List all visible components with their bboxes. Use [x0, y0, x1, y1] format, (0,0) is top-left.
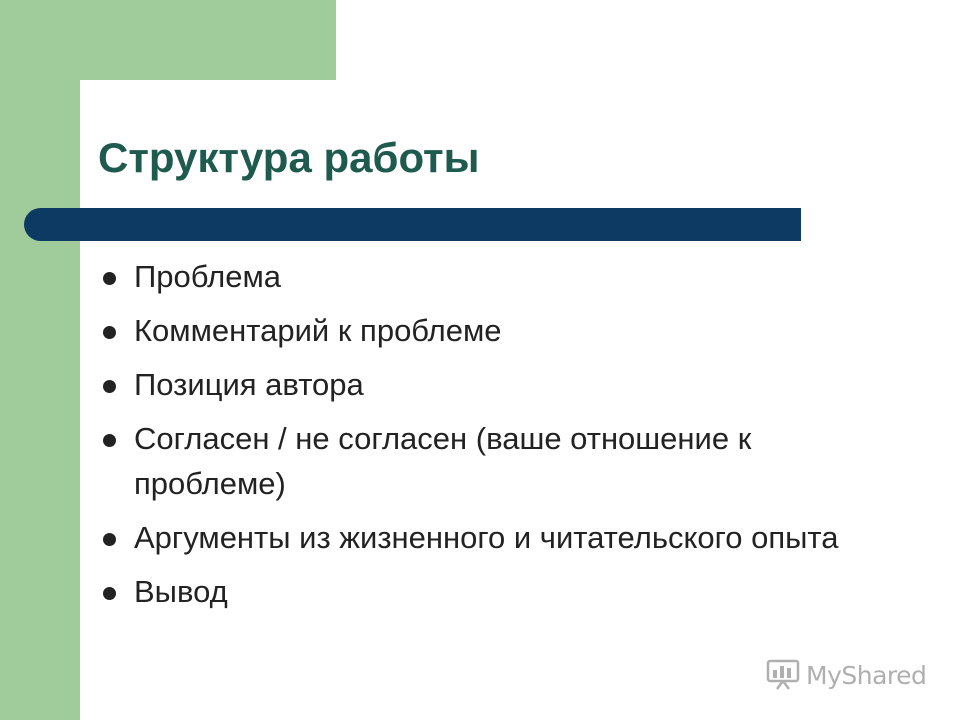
title-underline-bar — [24, 208, 801, 241]
bullet-text: Позиция автора — [134, 367, 364, 402]
slide-title: Структура работы — [98, 134, 480, 181]
bullet-text: Комментарий к проблеме — [134, 313, 502, 348]
decor-green-top-block — [0, 0, 336, 80]
bullet-dot-icon — [103, 326, 116, 339]
bullet-item — [100, 515, 900, 560]
bullet-item — [100, 254, 900, 299]
bullet-text: Проблема — [134, 259, 282, 294]
presentation-board-icon — [766, 659, 800, 691]
bullet-dot-icon — [103, 380, 116, 393]
bullet-item — [100, 362, 900, 407]
bullet-dot-icon — [103, 533, 116, 546]
bullet-text: Вывод — [134, 574, 228, 609]
bullet-text: Согласен / не согласен (ваше отношение к проблеме) — [134, 421, 752, 501]
decor-green-sidebar — [0, 0, 80, 720]
bullet-item — [100, 569, 900, 614]
bullet-dot-icon — [103, 434, 116, 447]
bullet-list — [100, 254, 900, 623]
watermark — [766, 658, 926, 692]
bullet-item — [100, 308, 900, 353]
bullet-item — [100, 416, 900, 506]
watermark-text: MyShared — [806, 660, 927, 690]
bullet-text: Аргументы из жизненного и читательского опыта — [134, 520, 839, 555]
bullet-dot-icon — [103, 272, 116, 285]
bullet-dot-icon — [103, 587, 116, 600]
